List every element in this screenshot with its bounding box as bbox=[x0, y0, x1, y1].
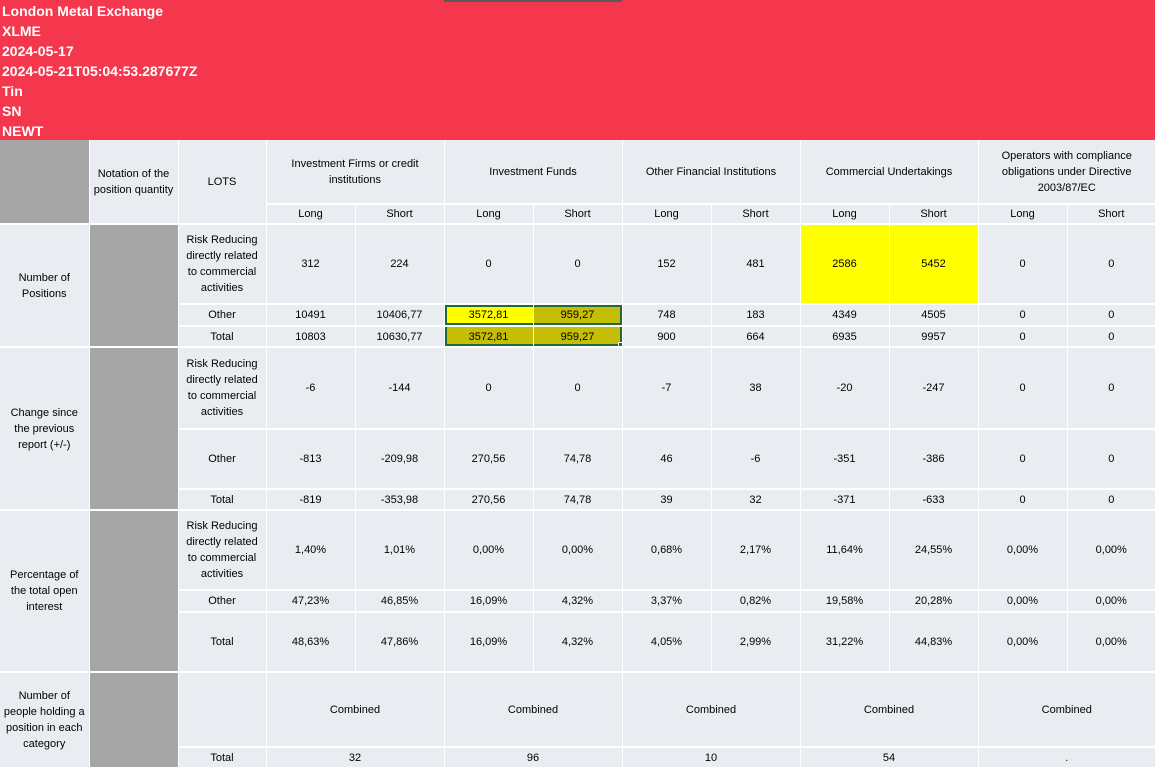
people-total-cell[interactable]: 54 bbox=[800, 747, 978, 768]
row-label-total[interactable]: Total bbox=[178, 747, 266, 768]
fill-handle[interactable] bbox=[618, 342, 623, 347]
data-cell[interactable]: 224 bbox=[355, 224, 444, 304]
row-label-risk-reducing[interactable]: Risk Reducing directly related to commercial activities bbox=[178, 510, 266, 590]
data-cell-highlighted[interactable]: 2586 bbox=[800, 224, 889, 304]
data-cell[interactable]: 0,00% bbox=[978, 590, 1067, 612]
data-cell[interactable]: -819 bbox=[266, 489, 355, 510]
commodity-name: Tin bbox=[2, 83, 23, 99]
data-cell[interactable]: -144 bbox=[355, 347, 444, 429]
data-cell-selected[interactable]: 3572,81 bbox=[444, 326, 533, 347]
data-cell[interactable]: 0 bbox=[533, 347, 622, 429]
data-cell[interactable]: 47,86% bbox=[355, 612, 444, 672]
data-cell[interactable]: 74,78 bbox=[533, 429, 622, 489]
long-header[interactable]: Long bbox=[622, 204, 711, 224]
data-cell[interactable]: 31,22% bbox=[800, 612, 889, 672]
data-cell[interactable]: 46 bbox=[622, 429, 711, 489]
data-cell[interactable]: 183 bbox=[711, 304, 800, 326]
section-label-positions[interactable]: Number of Positions bbox=[0, 224, 89, 347]
data-cell[interactable]: 24,55% bbox=[889, 510, 978, 590]
data-cell[interactable]: 0 bbox=[1067, 224, 1155, 304]
row-label-other[interactable]: Other bbox=[178, 304, 266, 326]
data-cell[interactable]: 39 bbox=[622, 489, 711, 510]
long-header[interactable]: Long bbox=[266, 204, 355, 224]
data-cell[interactable]: 1,40% bbox=[266, 510, 355, 590]
data-cell[interactable]: 0,00% bbox=[533, 510, 622, 590]
row-label-other[interactable]: Other bbox=[178, 429, 266, 489]
notation-cell[interactable] bbox=[89, 347, 178, 510]
data-cell[interactable]: 0,82% bbox=[711, 590, 800, 612]
notation-cell[interactable] bbox=[89, 510, 178, 672]
data-cell[interactable]: 47,23% bbox=[266, 590, 355, 612]
data-cell[interactable]: 0,00% bbox=[444, 510, 533, 590]
data-cell[interactable]: -371 bbox=[800, 489, 889, 510]
data-cell[interactable]: -386 bbox=[889, 429, 978, 489]
data-cell[interactable]: 19,58% bbox=[800, 590, 889, 612]
data-cell[interactable]: 2,17% bbox=[711, 510, 800, 590]
row-label-other[interactable]: Other bbox=[178, 590, 266, 612]
data-cell[interactable]: 481 bbox=[711, 224, 800, 304]
lots-header[interactable]: LOTS bbox=[178, 140, 266, 224]
data-cell-selected[interactable]: 3572,81 bbox=[444, 304, 533, 326]
row-label-total[interactable]: Total bbox=[178, 489, 266, 510]
contract-code: NEWT bbox=[2, 123, 44, 139]
combined-label[interactable]: Combined bbox=[978, 672, 1155, 747]
data-cell[interactable]: 2,99% bbox=[711, 612, 800, 672]
report-header bbox=[0, 0, 1155, 140]
data-cell[interactable]: 0,00% bbox=[1067, 612, 1155, 672]
data-cell[interactable]: 312 bbox=[266, 224, 355, 304]
people-total-cell[interactable]: . bbox=[978, 747, 1155, 768]
people-total-cell[interactable]: 10 bbox=[622, 747, 800, 768]
data-cell[interactable]: 0 bbox=[1067, 489, 1155, 510]
data-cell[interactable]: 10491 bbox=[266, 304, 355, 326]
corner-cell[interactable] bbox=[0, 140, 89, 224]
data-cell[interactable]: -247 bbox=[889, 347, 978, 429]
group-header-operators[interactable]: Operators with compliance obligations under Directive 2003/87/EC bbox=[978, 140, 1155, 204]
notation-cell[interactable] bbox=[89, 224, 178, 347]
long-header[interactable]: Long bbox=[978, 204, 1067, 224]
data-cell[interactable]: 0 bbox=[1067, 429, 1155, 489]
row-label-total[interactable]: Total bbox=[178, 612, 266, 672]
data-cell[interactable]: 1,01% bbox=[355, 510, 444, 590]
data-cell[interactable]: 0 bbox=[978, 304, 1067, 326]
data-cell[interactable]: -6 bbox=[266, 347, 355, 429]
data-cell[interactable]: -6 bbox=[711, 429, 800, 489]
data-cell[interactable]: 4,32% bbox=[533, 612, 622, 672]
group-header-other-financial[interactable]: Other Financial Institutions bbox=[622, 140, 800, 204]
data-cell[interactable]: 10803 bbox=[266, 326, 355, 347]
positions-report-table bbox=[0, 140, 1155, 769]
group-header-investment-firms[interactable]: Investment Firms or credit institutions bbox=[266, 140, 444, 204]
data-cell-highlighted[interactable]: 5452 bbox=[889, 224, 978, 304]
data-cell[interactable]: 0 bbox=[978, 224, 1067, 304]
data-cell[interactable]: 6935 bbox=[800, 326, 889, 347]
data-cell[interactable]: 0 bbox=[978, 347, 1067, 429]
combined-label[interactable]: Combined bbox=[800, 672, 978, 747]
data-cell[interactable]: 270,56 bbox=[444, 489, 533, 510]
data-cell[interactable]: 16,09% bbox=[444, 612, 533, 672]
data-cell[interactable]: -633 bbox=[889, 489, 978, 510]
section-label-people[interactable]: Number of people holding a position in each category bbox=[0, 672, 89, 768]
data-cell[interactable]: -813 bbox=[266, 429, 355, 489]
data-cell[interactable]: 0 bbox=[533, 224, 622, 304]
data-cell[interactable]: 270,56 bbox=[444, 429, 533, 489]
data-cell[interactable]: 0 bbox=[1067, 304, 1155, 326]
data-cell[interactable]: -351 bbox=[800, 429, 889, 489]
report-date: 2024-05-17 bbox=[2, 43, 74, 59]
data-cell[interactable]: 11,64% bbox=[800, 510, 889, 590]
combined-label[interactable]: Combined bbox=[444, 672, 622, 747]
tab-indicator bbox=[444, 0, 622, 2]
data-cell[interactable]: 900 bbox=[622, 326, 711, 347]
short-header[interactable]: Short bbox=[1067, 204, 1155, 224]
section-label-percentage[interactable]: Percentage of the total open interest bbox=[0, 510, 89, 672]
group-header-commercial[interactable]: Commercial Undertakings bbox=[800, 140, 978, 204]
notation-header[interactable]: Notation of the position quantity bbox=[89, 140, 178, 224]
data-cell[interactable]: 38 bbox=[711, 347, 800, 429]
data-cell[interactable]: 16,09% bbox=[444, 590, 533, 612]
data-cell[interactable]: 20,28% bbox=[889, 590, 978, 612]
data-cell[interactable]: 0 bbox=[978, 326, 1067, 347]
long-header[interactable]: Long bbox=[444, 204, 533, 224]
data-cell[interactable]: 3,37% bbox=[622, 590, 711, 612]
row-label-blank[interactable] bbox=[178, 672, 266, 747]
data-cell[interactable]: 4349 bbox=[800, 304, 889, 326]
people-total-cell[interactable]: 96 bbox=[444, 747, 622, 768]
data-cell[interactable]: 10406,77 bbox=[355, 304, 444, 326]
data-cell[interactable]: 4505 bbox=[889, 304, 978, 326]
row-label-risk-reducing[interactable]: Risk Reducing directly related to commercial activities bbox=[178, 224, 266, 304]
notation-cell[interactable] bbox=[89, 672, 178, 768]
short-header[interactable]: Short bbox=[889, 204, 978, 224]
data-cell[interactable]: 748 bbox=[622, 304, 711, 326]
people-total-cell[interactable]: 32 bbox=[266, 747, 444, 768]
short-header[interactable]: Short bbox=[711, 204, 800, 224]
data-cell[interactable]: 0,00% bbox=[978, 510, 1067, 590]
data-cell-selected[interactable]: 959,27 bbox=[533, 304, 622, 326]
data-cell[interactable]: 0 bbox=[444, 224, 533, 304]
data-cell[interactable]: 0,00% bbox=[978, 612, 1067, 672]
data-cell[interactable]: -353,98 bbox=[355, 489, 444, 510]
data-cell[interactable]: 664 bbox=[711, 326, 800, 347]
data-cell-selected[interactable] bbox=[533, 326, 622, 347]
data-cell[interactable]: 10630,77 bbox=[355, 326, 444, 347]
venue-code: XLME bbox=[2, 23, 41, 39]
exchange-name: London Metal Exchange bbox=[2, 3, 164, 19]
data-cell[interactable]: 0 bbox=[444, 347, 533, 429]
data-cell[interactable]: -7 bbox=[622, 347, 711, 429]
data-cell[interactable]: 0,00% bbox=[1067, 590, 1155, 612]
combined-label[interactable]: Combined bbox=[266, 672, 444, 747]
section-label-change[interactable]: Change since the previous report (+/-) bbox=[0, 347, 89, 510]
data-cell[interactable]: 4,32% bbox=[533, 590, 622, 612]
data-cell[interactable]: 9957 bbox=[889, 326, 978, 347]
data-cell[interactable]: 4,05% bbox=[622, 612, 711, 672]
data-cell[interactable]: -209,98 bbox=[355, 429, 444, 489]
row-label-risk-reducing[interactable]: Risk Reducing directly related to commercial activities bbox=[178, 347, 266, 429]
data-cell[interactable]: 46,85% bbox=[355, 590, 444, 612]
row-label-total[interactable]: Total bbox=[178, 326, 266, 347]
data-cell[interactable]: 0 bbox=[978, 429, 1067, 489]
data-cell[interactable]: 48,63% bbox=[266, 612, 355, 672]
short-header[interactable]: Short bbox=[533, 204, 622, 224]
data-cell[interactable]: 74,78 bbox=[533, 489, 622, 510]
combined-label[interactable]: Combined bbox=[622, 672, 800, 747]
data-cell[interactable]: 0 bbox=[1067, 347, 1155, 429]
data-cell[interactable]: 0,68% bbox=[622, 510, 711, 590]
data-cell[interactable]: 44,83% bbox=[889, 612, 978, 672]
short-header[interactable]: Short bbox=[355, 204, 444, 224]
commodity-code: SN bbox=[2, 103, 22, 119]
cell-value: 959,27 bbox=[560, 330, 595, 343]
data-cell[interactable]: 32 bbox=[711, 489, 800, 510]
data-cell[interactable]: -20 bbox=[800, 347, 889, 429]
data-cell[interactable]: 0 bbox=[978, 489, 1067, 510]
long-header[interactable]: Long bbox=[800, 204, 889, 224]
publication-timestamp: 2024-05-21T05:04:53.287677Z bbox=[2, 63, 198, 79]
group-header-investment-funds[interactable]: Investment Funds bbox=[444, 140, 622, 204]
data-cell[interactable]: 0 bbox=[1067, 326, 1155, 347]
data-cell[interactable]: 0,00% bbox=[1067, 510, 1155, 590]
data-cell[interactable]: 152 bbox=[622, 224, 711, 304]
